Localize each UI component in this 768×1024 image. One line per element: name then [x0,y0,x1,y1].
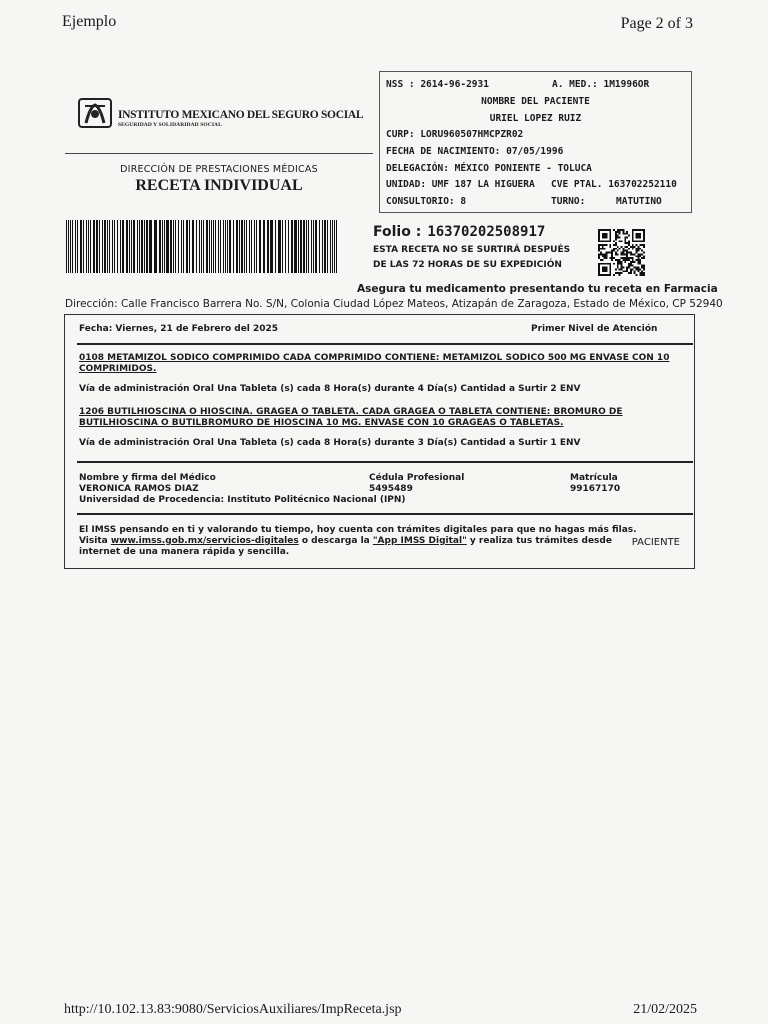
direction-label: DIRECCIÓN DE PRESTACIONES MÉDICAS [120,164,318,175]
birth-date: FECHA DE NACIMIENTO: 07/05/1996 [386,146,564,157]
page-header-left: Ejemplo [62,13,117,30]
address: Dirección: Calle Francisco Barrera No. S/N, Colonia Ciudad López Mateos, Atizapán de Zaragoza, Estado de México, CP 52940 [65,298,723,310]
medication-1: 0108 METAMIZOL SODICO COMPRIMIDO CADA COMPRIMIDO CONTIENE: METAMIZOL SODICO 500 MG ENVASE CON 10 COMPRIMIDOS. [79,353,670,374]
university: Universidad de Procedencia: Instituto Politécnico Nacional (IPN) [79,495,406,505]
page-number: Page 2 of 3 [620,15,693,32]
notice-text: Visita [79,536,111,546]
footer-url: http://10.102.13.83:9080/ServiciosAuxiliares/ImpReceta.jsp [64,1002,402,1017]
expiry-warning-1: ESTA RECETA NO SE SURTIRÁ DESPUÉS [373,245,571,255]
cedula: 5495489 [369,484,413,494]
institution-name: INSTITUTO MEXICANO DEL SEGURO SOCIAL [118,109,364,121]
document-title: RECETA INDIVIDUAL [135,177,303,194]
consultorio: CONSULTORIO: 8 [386,196,467,207]
notice-text: y realiza tus trámites desde [466,536,612,546]
prescription-box [64,314,695,569]
digital-notice-2 [79,536,612,546]
a-med: A. MED.: 1M1996OR [552,79,650,90]
matricula: 99167170 [570,484,621,494]
attention-level: Primer Nivel de Atención [531,324,658,334]
folio-number: 16370202508917 [427,224,546,240]
divider [77,461,693,463]
institution-subtitle: SEGURIDAD Y SOLIDARIDAD SOCIAL [118,122,222,128]
prescription-date: Fecha: Viernes, 21 de Febrero del 2025 [79,324,279,334]
folio-label: Folio : [373,224,422,240]
unidad: UNIDAD: UMF 187 LA HIGUERA [386,179,535,190]
pharmacy-notice: Asegura tu medicamento presentando tu receta en Farmacia [357,283,718,295]
barcode [66,220,338,273]
copy-label: PACIENTE [631,537,680,548]
digital-notice-1: El IMSS pensando en ti y valorando tu tiempo, hoy cuenta con trámites digitales para que no hagas más filas. [79,525,637,535]
nss: NSS : 2614-96-2931 [386,79,489,90]
divider [65,153,373,154]
matricula-label: Matrícula [570,473,618,483]
footer-date: 21/02/2025 [633,1002,697,1017]
curp: CURP: LORU960507HMCPZR02 [386,129,524,140]
divider [77,343,693,345]
cve-ptal: CVE PTAL. 163702252110 [551,179,677,190]
notice-text: o descarga la [298,536,373,546]
patient-name-label: NOMBRE DEL PACIENTE [481,96,590,107]
patient-info-box [379,71,692,213]
turno-label: TURNO: [551,196,586,207]
imss-digital-link[interactable]: www.imss.gob.mx/servicios-digitales [110,536,299,546]
turno: MATUTINO [616,196,662,207]
doctor-name: VERONICA RAMOS DIAZ [79,484,199,494]
qr-code-icon [598,229,645,276]
app-imss-digital-link[interactable]: "App IMSS Digital" [372,536,467,546]
divider [77,513,693,515]
doctor-label: Nombre y firma del Médico [79,473,216,483]
expiry-warning-2: DE LAS 72 HORAS DE SU EXPEDICIÓN [373,260,562,270]
delegacion: DELEGACIÓN: MÉXICO PONIENTE - TOLUCA [386,163,592,174]
imss-logo-icon [78,97,112,129]
digital-notice-3: internet de una manera rápida y sencilla. [79,547,290,557]
dosage-1: Vía de administración Oral Una Tableta (s) cada 8 Hora(s) durante 4 Día(s) Cantidad a Surtir 2 ENV [79,384,581,394]
medication-2: 1206 BUTILHIOSCINA O HIOSCINA. GRAGEA O TABLETA. CADA GRAGEA O TABLETA CONTIENE: BROMURO DE BUTILHIOSCINA O BUTILBROMURO DE HIOSCINA 10 MG. ENVASE CON 10 GRAGEAS O TABLETAS. [79,407,623,428]
patient-name: URIEL LOPEZ RUIZ [489,113,582,124]
folio [373,224,545,240]
cedula-label: Cédula Profesional [369,473,465,483]
dosage-2: Vía de administración Oral Una Tableta (s) cada 8 Hora(s) durante 3 Día(s) Cantidad a Surtir 1 ENV [79,438,581,448]
